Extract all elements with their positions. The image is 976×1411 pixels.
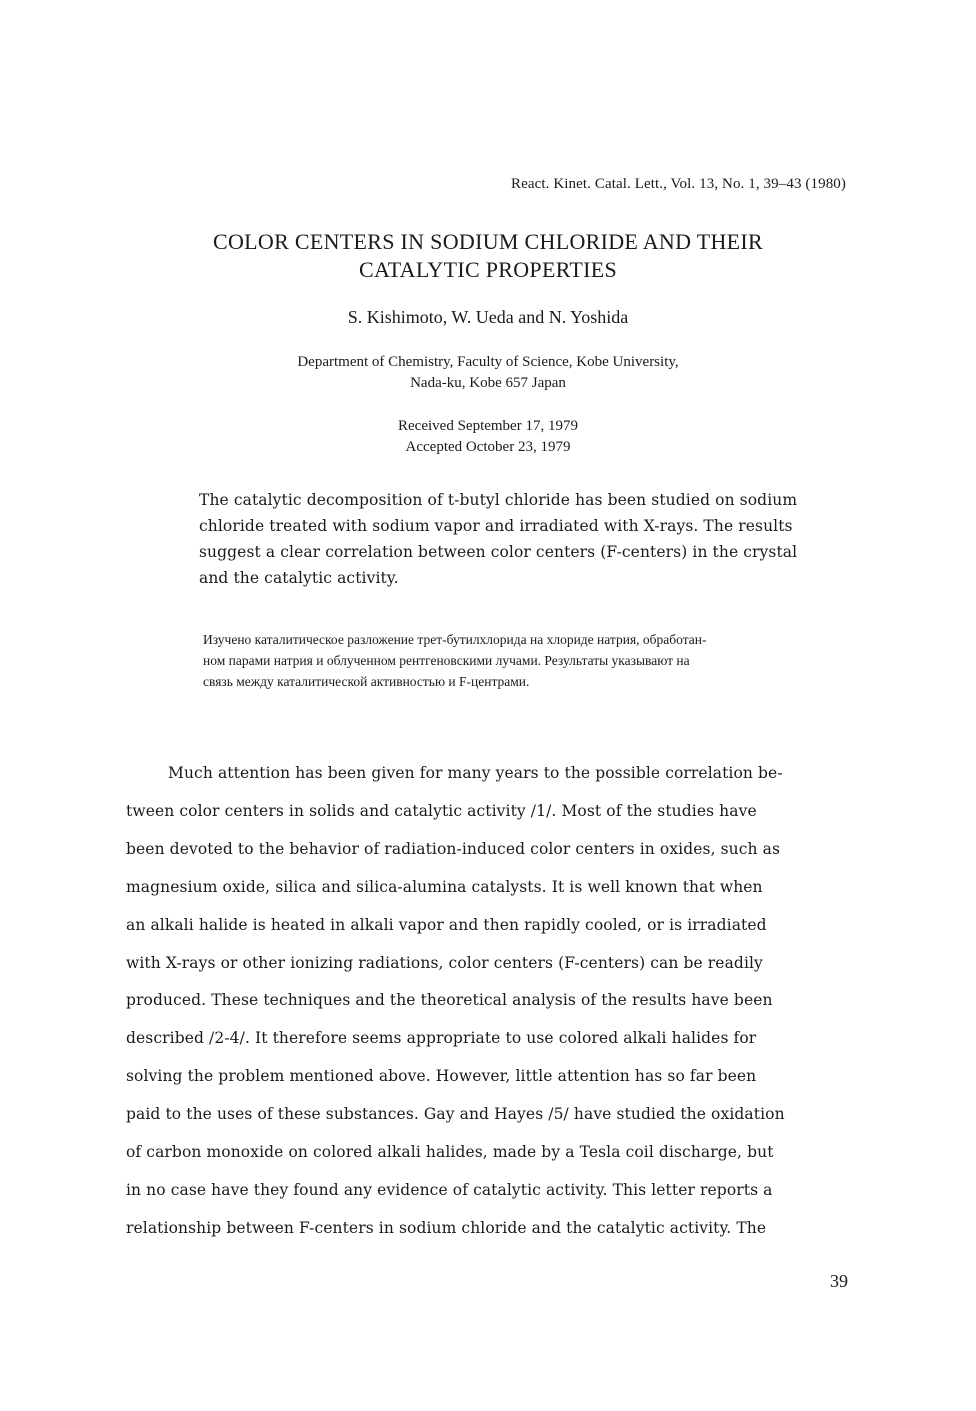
page-number: 39 bbox=[830, 1271, 848, 1291]
abstract-line: suggest a clear correlation between color centers (F-centers) in the crystal bbox=[199, 543, 798, 561]
title-line: CATALYTIC PROPERTIES bbox=[358, 257, 617, 282]
body-line: of carbon monoxide on colored alkali halides, made by a Tesla coil discharge, but bbox=[126, 1143, 774, 1162]
body-line: in no case have they found any evidence of catalytic activity. This letter reports a bbox=[126, 1180, 773, 1199]
dates bbox=[0, 416, 976, 458]
accepted-date: Accepted October 23, 1979 bbox=[405, 439, 571, 455]
abstract-line: The catalytic decomposition of t-butyl chloride has been studied on sodium bbox=[199, 491, 798, 509]
abstract-russian bbox=[203, 629, 893, 692]
abstract-ru-line: Изучено каталитическое разложение трет-бутилхлорида на хлориде натрия, обработан- bbox=[203, 632, 707, 647]
body-line: magnesium oxide, silica and silica-alumina catalysts. It is well known that when bbox=[126, 877, 763, 896]
abstract-line: and the catalytic activity. bbox=[199, 569, 399, 587]
abstract-english bbox=[199, 487, 859, 591]
body-line: tween color centers in solids and catalytic activity /1/. Most of the studies have bbox=[126, 801, 757, 820]
body-line: produced. These techniques and the theoretical analysis of the results have been bbox=[126, 991, 773, 1010]
abstract-ru-line: связь между каталитической активностью и F-центрами. bbox=[203, 674, 530, 689]
body-line: an alkali halide is heated in alkali vapor and then rapidly cooled, or is irradiated bbox=[126, 915, 767, 934]
body-line: Much attention has been given for many years to the possible correlation be- bbox=[168, 764, 783, 782]
body-line: solving the problem mentioned above. However, little attention has so far been bbox=[126, 1067, 757, 1086]
body-text bbox=[126, 755, 852, 1248]
body-line: paid to the uses of these substances. Gay and Hayes /5/ have studied the oxidation bbox=[126, 1105, 785, 1124]
body-line: been devoted to the behavior of radiation-induced color centers in oxides, such as bbox=[126, 839, 781, 858]
body-line: described /2-4/. It therefore seems appropriate to use colored alkali halides for bbox=[126, 1029, 757, 1048]
affiliation bbox=[0, 352, 976, 394]
abstract-line: chloride treated with sodium vapor and irradiated with X-rays. The results bbox=[199, 517, 793, 535]
affiliation-line: Department of Chemistry, Faculty of Science, Kobe University, bbox=[297, 354, 679, 370]
body-line: with X-rays or other ionizing radiations, color centers (F-centers) can be readily bbox=[126, 953, 763, 972]
authors: S. Kishimoto, W. Ueda and N. Yoshida bbox=[347, 307, 629, 327]
abstract-ru-line: ном парами натрия и облученном рентгеновскими лучами. Результаты указывают на bbox=[203, 653, 690, 668]
body-line: relationship between F-centers in sodium chloride and the catalytic activity. The bbox=[126, 1218, 767, 1237]
citation: React. Kinet. Catal. Lett., Vol. 13, No. 1, 39–43 (1980) bbox=[511, 176, 846, 192]
received-date: Received September 17, 1979 bbox=[398, 418, 578, 434]
affiliation-line: Nada-ku, Kobe 657 Japan bbox=[410, 375, 566, 391]
title-line: COLOR CENTERS IN SODIUM CHLORIDE AND THEIR bbox=[213, 229, 763, 254]
paper-title bbox=[0, 228, 976, 284]
